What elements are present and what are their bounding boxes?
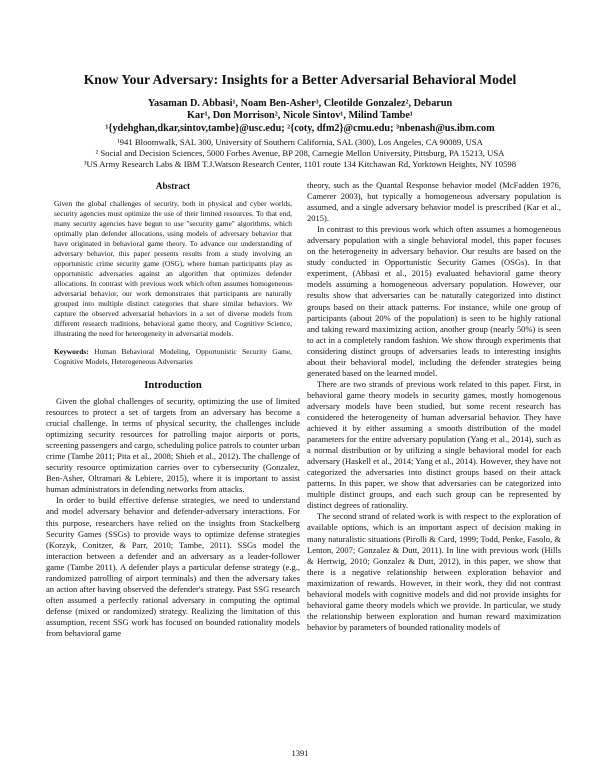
affiliation-block <box>0 137 600 171</box>
right-paragraph-1: theory, such as the Quantal Response behavior model (McFadden 1976, Camerer 2003), but typically a homogeneous adversary population is assumed, and a single adversary behavior model is prescribed (Kar et al., 2015). <box>307 180 561 224</box>
introduction-heading: Introduction <box>144 380 202 391</box>
keywords-text: Human Behavioral Modeling, Opportunistic Security Game, Cognitive Models, Heterogeneous Adversaries <box>54 347 292 366</box>
keywords <box>46 347 300 367</box>
affiliation-3: ³US Army Research Labs & IBM T.J.Watson Research Center, 1101 route 134 Kitchawan Rd, Yorktown Heights, NY 10598 <box>83 159 517 170</box>
author-emails: ¹{ydehghan,dkar,sintov,tambe}@usc.edu; ²{coty, dfm2}@cmu.edu; ³nbenash@us.ibm.com <box>105 122 495 134</box>
author-block <box>0 98 600 135</box>
right-paragraph-4: The second strand of related work is with respect to the exploration of available options, which is an important aspect of decision making in many naturalistic situations (Pirolli & Card, 1999; Todd, Penke, Fasolo, & Lenton, 2007; Gonzalez & Dutt, 2011). In line with previous work (Hills & Hertwig, 2010; Gonzalez & Dutt, 2012), in this paper, we show that there is a negative relationship between exploration behavior and maximization of rewards. However, in their work, they did not contrast behavioral models with cognitive models and did not provide insights for behavioral game theory models which we provide. In particular, we study the relationship between exploration and human reward maximization behavior by parameters of bounded rationality models of <box>307 511 561 632</box>
author-names: Yasaman D. Abbasi¹, Noam Ben-Asher³, Cleotilde Gonzalez², Debarun Kar¹, Don Morrison², Nicole Sintov¹, Milind Tambe¹ <box>147 98 453 122</box>
intro-paragraph-1: Given the global challenges of security, optimizing the use of limited resources to protect a set of targets from an adversary has become a crucial challenge. In terms of physical security, the challenges include optimizing security resources for patrolling major airports or ports, screening passengers and cargo, scheduling police patrols to counter urban crime (Tambe 2011; Pita et al., 2008; Shieh et al., 2012). The challenge of security resource optimization carries over to cybersecurity (Gonzalez, Ben-Asher, Oltramari & Lebiere, 2015), where it is important to assist human administrators in defending networks from attacks. <box>46 396 300 495</box>
right-paragraph-3: There are two strands of previous work related to this paper. First, in behavioral game theory models in security games, mostly homogenous adversary models have been studied, but some recent research has considered the heterogeneity of human adversarial behavior. They have achieved it by either assuming a smooth distribution of the model parameters for the entire adversary population (Yang et al., 2014), such as a normal distribution or by utilizing a single behavioral model for each adversary (Haskell et al., 2014; Yang et al., 2014). However, they have not categorized the adversaries into distinct groups based on their attack patterns. In this paper, we show that adversaries can be categorized into multiple distinct groups, and each such group can be represented by distinct degrees of rationality. <box>307 378 561 511</box>
intro-paragraph-2: In order to build effective defense strategies, we need to understand and model adversary behavior and defender-adversary interactions. For this purpose, researchers have relied on the insights from Stackelberg Security Games (SSGs) to provide ways to optimize defense strategies (Korzyk, Conitzer, & Parr, 2010; Tambe, 2011). SSGs model the interaction between a defender and an adversary as a leader-follower game (Tambe 2011). A defender plays a particular defense strategy (e.g., randomized patrolling of airport terminals) and then the adversary takes an action after having observed the defender's strategy. Past SSG research often assumed a perfectly rational adversary in computing the optimal defense (mixed or randomized) strategy. Realizing the limitation of this assumption, recent SSG work has focused on bounded rationality models from behavioral game <box>46 495 300 638</box>
abstract-text: Given the global challenges of security, both in physical and cyber worlds, security agencies must optimize the use of their limited resources. To that end, many security agencies have begun to use "security game" algorithms, which optimally plan defender allocations, using models of adversary behavior that have originated in behavioral game theory. To advance our understanding of adversary behavior, this paper presents results from a study involving an opportunistic crime security game (OSG), where human participants play as opportunistic adversaries against an algorithm that optimizes defender allocations. In contrast with previous work which often assumes homogeneous adversarial behavior, our work demonstrates that participants are naturally grouped into multiple distinct categories that share similar behaviors. We capture the observed adversarial behaviors in a set of diverse models from different research traditions, behavioral game theory, and Cognitive Science, illustrating the need for heterogeneity in adversarial models. <box>54 199 292 338</box>
right-paragraph-2: In contrast to this previous work which often assumes a homogeneous adversary population with a single behavioral model, this paper focuses on the heterogeneity in adversary behavior. Our results are based on the study conducted in Opportunistic Security Games (OSGs). In that experiment, (Abbasi et al., 2015) evaluated behavioral game theory models assuming a homogeneous adversary population. However, our results show that adversaries can be naturally categorized into distinct groups based on their attack patterns. For instance, while one group of participants (about 20% of the population) is seen to be highly rational and taking reward maximizing action, another group (nearly 50%) is seen to act in a completely random fashion. We show through experiments that considering distinct groups of adversaries leads to interesting insights about their behavioral model, including the defender strategies being generated based on the learned model. <box>307 224 561 378</box>
affiliation-2: ² Social and Decision Sciences, 5000 Forbes Avenue, BP 208, Carnegie Mellon University, Pittsburg, PA 15213, USA <box>95 148 505 159</box>
abstract-heading: Abstract <box>155 181 191 191</box>
left-column <box>46 180 300 639</box>
page-number: 1391 <box>291 748 309 758</box>
right-column <box>307 180 561 633</box>
affiliation-1: ¹941 Bloomwalk, SAL 300, University of Southern California, SAL (300), Los Angeles, CA 90089, USA <box>117 137 483 147</box>
paper-title: Know Your Adversary: Insights for a Better Adversarial Behavioral Model <box>83 72 517 87</box>
keywords-label: Keywords: <box>54 347 89 356</box>
